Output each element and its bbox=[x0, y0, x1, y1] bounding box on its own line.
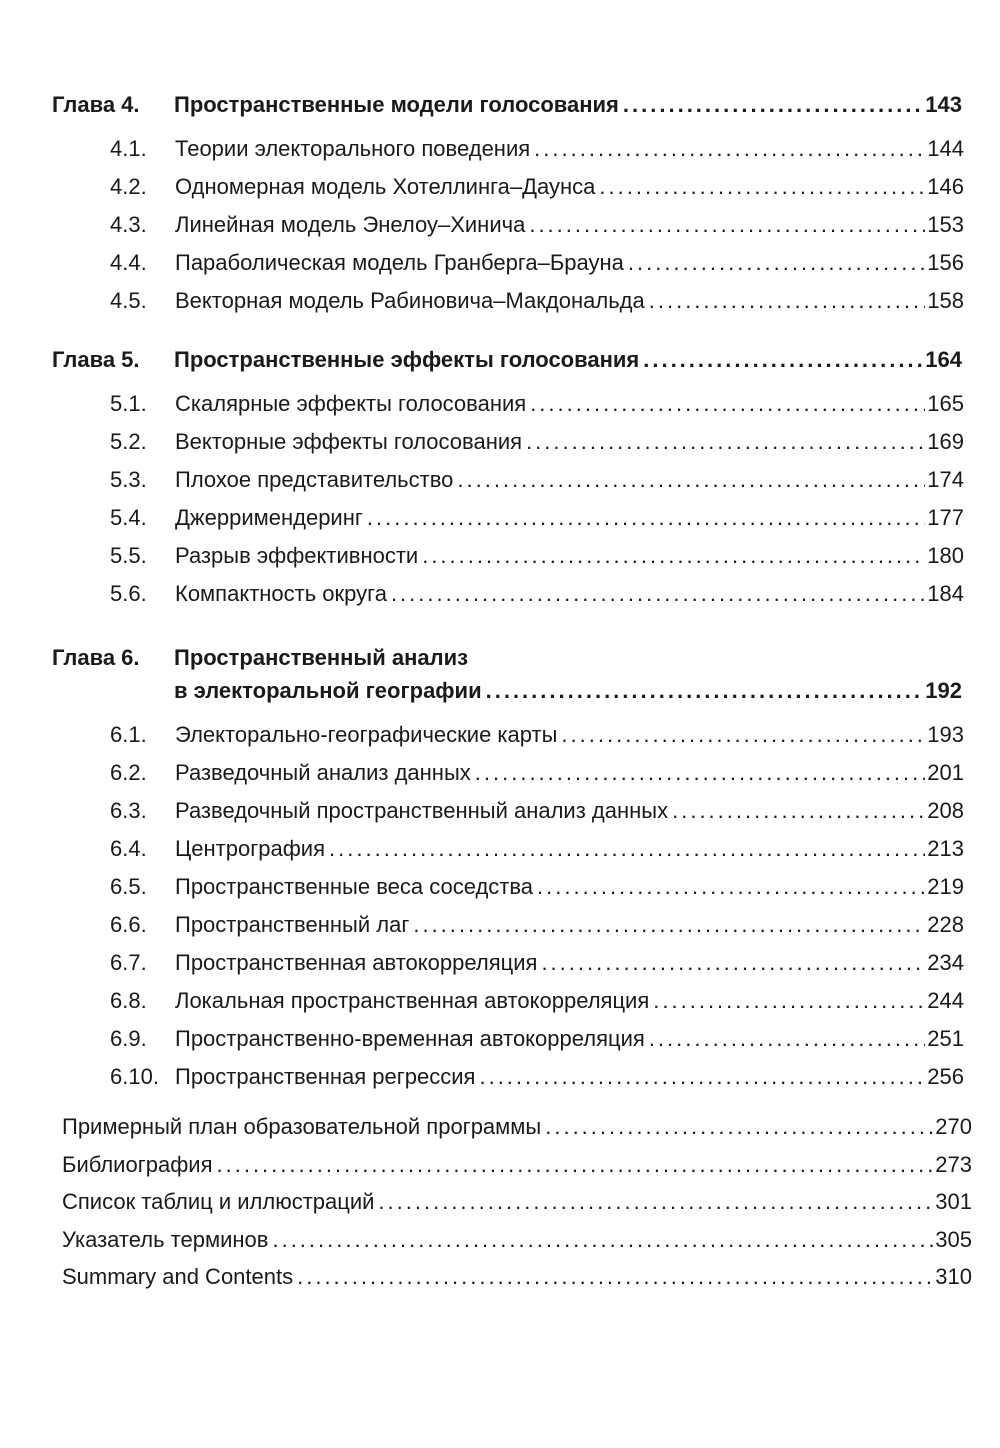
page-number: 310 bbox=[935, 1264, 972, 1289]
dot-leader bbox=[672, 796, 925, 826]
appendix-entry[interactable] bbox=[62, 1187, 972, 1217]
entry-title: Векторные эффекты голосования bbox=[175, 429, 523, 454]
dot-leader bbox=[367, 503, 925, 533]
section-entry[interactable] bbox=[110, 758, 964, 788]
entry-number: 6.8. bbox=[110, 988, 147, 1013]
entry-title: Разведочный пространственный анализ данных bbox=[175, 798, 669, 823]
entry-number: 6.6. bbox=[110, 912, 147, 937]
dot-leader bbox=[479, 1062, 925, 1092]
entry-title: Пространственная регрессия bbox=[175, 1064, 476, 1089]
page-number: 177 bbox=[927, 505, 964, 530]
section-entry[interactable] bbox=[110, 910, 964, 940]
entry-title: Линейная модель Энелоу–Хинича bbox=[175, 212, 526, 237]
dot-leader bbox=[534, 134, 925, 164]
dot-leader bbox=[391, 579, 925, 609]
entry-number: 5.4. bbox=[110, 505, 147, 530]
entry-title: Пространственные веса соседства bbox=[175, 874, 534, 899]
page-number: 219 bbox=[927, 874, 964, 899]
dot-leader bbox=[486, 676, 924, 706]
dot-leader bbox=[628, 248, 925, 278]
entry-title: Центрография bbox=[175, 836, 326, 861]
entry-title: Одномерная модель Хотеллинга–Даунса bbox=[175, 174, 596, 199]
page-number: 165 bbox=[927, 391, 964, 416]
section-entry[interactable] bbox=[110, 134, 964, 164]
entry-number: 6.5. bbox=[110, 874, 147, 899]
section-entry[interactable] bbox=[110, 872, 964, 902]
dot-leader bbox=[272, 1225, 933, 1255]
entry-title: Компактность округа bbox=[175, 581, 387, 606]
page-number: 301 bbox=[935, 1189, 972, 1214]
dot-leader bbox=[475, 758, 926, 788]
entry-number: 6.7. bbox=[110, 950, 147, 975]
entry-number: 6.1. bbox=[110, 722, 147, 747]
entry-title: Примерный план образовательной программы bbox=[62, 1114, 542, 1139]
dot-leader bbox=[297, 1262, 933, 1292]
page-number: 192 bbox=[925, 678, 962, 703]
dot-leader bbox=[413, 910, 925, 940]
chapter-heading[interactable] bbox=[52, 643, 962, 673]
entry-number: 4.4. bbox=[110, 250, 147, 275]
entry-number: Глава 4. bbox=[52, 92, 140, 117]
dot-leader bbox=[378, 1187, 933, 1217]
dot-leader bbox=[561, 720, 925, 750]
page-number: 169 bbox=[927, 429, 964, 454]
page-number: 305 bbox=[935, 1226, 972, 1252]
section-entry[interactable] bbox=[110, 286, 964, 316]
page-number: 156 bbox=[927, 250, 964, 275]
entry-title: Пространственные эффекты голосования bbox=[174, 347, 640, 372]
dot-leader bbox=[530, 389, 925, 419]
entry-title: Пространственный анализ bbox=[174, 645, 469, 670]
section-entry[interactable] bbox=[110, 210, 964, 240]
section-entry[interactable] bbox=[110, 986, 964, 1016]
entry-number: 5.5. bbox=[110, 543, 147, 568]
page-number: 193 bbox=[927, 722, 964, 747]
entry-title: Локальная пространственная автокорреляция bbox=[175, 988, 650, 1013]
page-number: 234 bbox=[927, 950, 964, 975]
entry-title: Теории электорального поведения bbox=[175, 136, 531, 161]
section-entry[interactable] bbox=[110, 172, 964, 202]
page-number: 201 bbox=[927, 760, 964, 785]
dot-leader bbox=[526, 427, 925, 457]
entry-number: 6.9. bbox=[110, 1026, 147, 1051]
entry-title: Указатель терминов bbox=[62, 1226, 269, 1252]
entry-number: 4.1. bbox=[110, 136, 147, 161]
entry-title: Джерримендеринг bbox=[175, 505, 363, 530]
entry-number: 6.3. bbox=[110, 798, 147, 823]
section-entry[interactable] bbox=[110, 503, 964, 533]
dot-leader bbox=[529, 210, 925, 240]
page-number: 184 bbox=[927, 581, 964, 606]
section-entry[interactable] bbox=[110, 948, 964, 978]
chapter-heading[interactable] bbox=[52, 345, 962, 375]
section-entry[interactable] bbox=[110, 465, 964, 495]
dot-leader bbox=[422, 541, 925, 571]
entry-title: Пространственный лаг bbox=[175, 912, 410, 937]
entry-title: Пространственная автокорреляция bbox=[175, 950, 538, 975]
entry-title: Summary and Contents bbox=[62, 1264, 294, 1289]
appendix-entry[interactable] bbox=[62, 1262, 972, 1292]
dot-leader bbox=[643, 345, 923, 375]
page-number: 244 bbox=[927, 988, 964, 1013]
page-number: 208 bbox=[927, 798, 964, 823]
page-number: 158 bbox=[927, 288, 964, 313]
page-number: 143 bbox=[925, 92, 962, 117]
dot-leader bbox=[457, 465, 925, 495]
page-number: 144 bbox=[927, 136, 964, 161]
entry-title: Разведочный анализ данных bbox=[175, 760, 471, 785]
entry-title: Векторная модель Рабиновича–Макдональда bbox=[175, 288, 645, 313]
section-entry[interactable] bbox=[110, 1024, 964, 1054]
dot-leader bbox=[217, 1150, 934, 1180]
entry-number: Глава 6. bbox=[52, 645, 140, 670]
entry-title: Пространственно-временная автокорреляция bbox=[175, 1026, 645, 1051]
section-entry[interactable] bbox=[110, 427, 964, 457]
entry-title: Список таблиц и иллюстраций bbox=[62, 1189, 375, 1214]
page-number: 174 bbox=[927, 467, 964, 492]
entry-number: 4.5. bbox=[110, 288, 147, 313]
dot-leader bbox=[599, 172, 925, 202]
dot-leader bbox=[541, 948, 925, 978]
appendix-entry[interactable] bbox=[62, 1112, 972, 1142]
entry-title: Параболическая модель Гранберга–Брауна bbox=[175, 250, 624, 275]
dot-leader bbox=[329, 834, 925, 864]
page-number: 251 bbox=[927, 1026, 964, 1051]
dot-leader bbox=[537, 872, 925, 902]
page-number: 146 bbox=[927, 174, 964, 199]
entry-title: в электоральной географии bbox=[174, 678, 482, 703]
entry-title: Скалярные эффекты голосования bbox=[175, 391, 527, 416]
section-entry[interactable] bbox=[110, 796, 964, 826]
entry-title: Разрыв эффективности bbox=[175, 543, 419, 568]
chapter-heading[interactable] bbox=[52, 90, 962, 120]
entry-title: Плохое представительство bbox=[175, 467, 454, 492]
section-entry[interactable] bbox=[110, 579, 964, 609]
appendix-entry[interactable] bbox=[62, 1225, 972, 1255]
section-entry[interactable] bbox=[110, 541, 964, 571]
entry-number: 6.4. bbox=[110, 836, 147, 861]
dot-leader bbox=[545, 1112, 933, 1142]
section-entry[interactable] bbox=[110, 834, 964, 864]
dot-leader bbox=[649, 1024, 925, 1054]
entry-number: 4.3. bbox=[110, 212, 147, 237]
entry-title: Библиография bbox=[62, 1151, 213, 1177]
page-number: 180 bbox=[927, 543, 964, 568]
page-number: 270 bbox=[935, 1114, 972, 1139]
entry-number: 6.10. bbox=[110, 1064, 159, 1089]
entry-number: 5.3. bbox=[110, 467, 147, 492]
entry-number: 5.2. bbox=[110, 429, 147, 454]
section-entry[interactable] bbox=[110, 1062, 964, 1092]
entry-number: 5.6. bbox=[110, 581, 147, 606]
entry-title: Пространственные модели голосования bbox=[174, 92, 619, 117]
page-number: 153 bbox=[927, 212, 964, 237]
section-entry[interactable] bbox=[110, 720, 964, 750]
page-number: 228 bbox=[927, 912, 964, 937]
page-number: 213 bbox=[927, 836, 964, 861]
entry-number: 4.2. bbox=[110, 174, 147, 199]
appendix-entry[interactable] bbox=[62, 1150, 972, 1180]
page-number: 256 bbox=[927, 1064, 964, 1089]
dot-leader bbox=[649, 286, 926, 316]
page-number: 164 bbox=[925, 347, 962, 372]
dot-leader bbox=[653, 986, 925, 1016]
section-entry[interactable] bbox=[110, 248, 964, 278]
chapter-heading-line2[interactable] bbox=[174, 676, 962, 706]
page-number: 273 bbox=[935, 1151, 972, 1177]
entry-title: Электорально-географические карты bbox=[175, 722, 558, 747]
section-entry[interactable] bbox=[110, 389, 964, 419]
dot-leader bbox=[623, 90, 923, 120]
entry-number: 6.2. bbox=[110, 760, 147, 785]
entry-number: 5.1. bbox=[110, 391, 147, 416]
entry-number: Глава 5. bbox=[52, 347, 140, 372]
